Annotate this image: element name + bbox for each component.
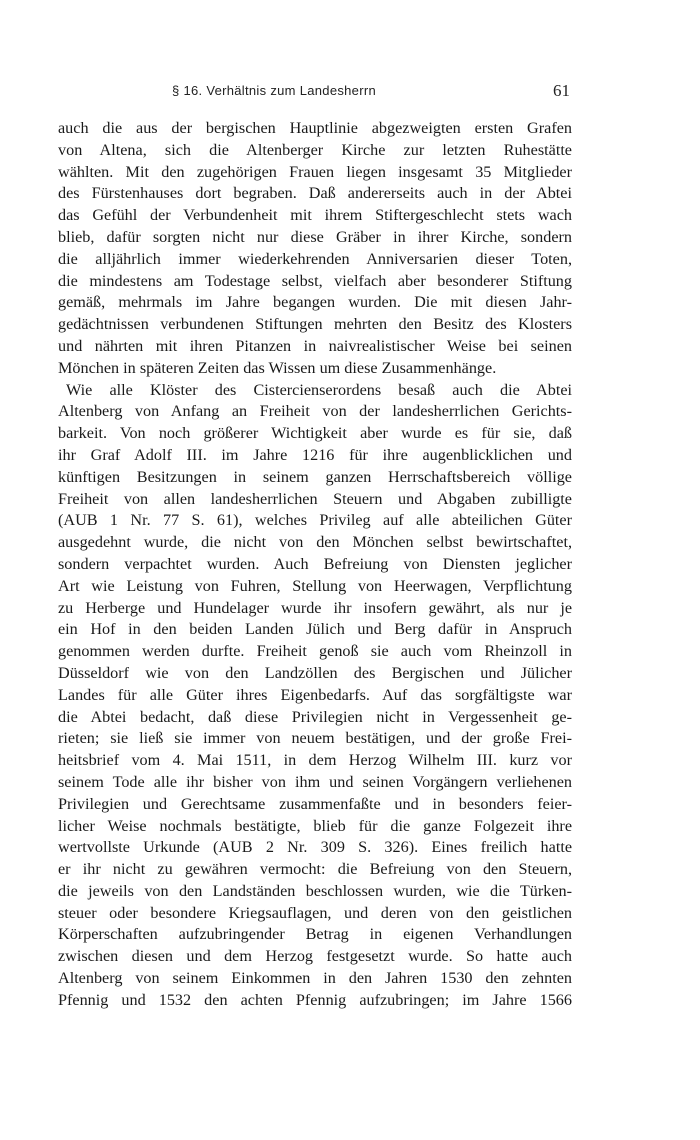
text-line: Landes für alle Güter ihres Eigenbedarfs. Auf das sorgfältigste war [58, 685, 572, 704]
text-line: die jeweils von den Landständen beschlossen wurden, wie die Türken- [58, 881, 572, 900]
text-line: die mindestens am Todestage selbst, vielfach aber besonderer Stiftung [58, 271, 572, 290]
text-line: Art wie Leistung von Fuhren, Stellung von Heerwagen, Verpflichtung [58, 576, 572, 595]
text-line: gemäß, mehrmals im Jahre begangen wurden. Die mit diesen Jahr- [58, 293, 572, 312]
text-line: und nährten mit ihren Pitanzen in naivrealistischer Weise bei seinen [58, 336, 572, 355]
text-line: (AUB 1 Nr. 77 S. 61), welches Privileg auf alle abteilichen Güter [58, 511, 572, 530]
text-line: blieb, dafür sorgten nicht nur diese Gräber in ihrer Kirche, sondern [58, 227, 572, 246]
text-line: wertvollste Urkunde (AUB 2 Nr. 309 S. 326). Eines freilich hatte [58, 838, 572, 857]
text-line: Altenberg von Anfang an Freiheit von der landesherrlichen Gerichts- [58, 402, 572, 421]
text-line: zu Herberge und Hundelager wurde ihr insofern gewährt, als nur je [58, 598, 572, 617]
text-line: licher Weise nochmals bestätigte, blieb für die ganze Folgezeit ihre [58, 816, 572, 835]
text-line: zwischen diesen und dem Herzog festgesetzt wurde. So hatte auch [58, 947, 572, 966]
body-text [58, 118, 572, 1012]
text-line: auch die aus der bergischen Hauptlinie abgezweigten ersten Grafen [58, 119, 572, 137]
text-line: die Abtei bedacht, daß diese Privilegien nicht in Vergessenheit ge- [58, 707, 572, 726]
text-line: Körperschaften aufzubringender Betrag in eigenen Verhandlungen [58, 925, 572, 944]
section-title: § 16. Verhältnis zum Landesherrn [172, 83, 376, 98]
text-line: ausgedehnt wurde, die nicht von den Mönchen selbst bewirtschaftet, [58, 533, 572, 552]
text-line: sondern verpachtet wurden. Auch Befreiung von Diensten jeglicher [58, 554, 572, 573]
text-line: künftigen Besitzungen in seinem ganzen Herrschaftsbereich völlige [58, 467, 572, 486]
text-line: von Altena, sich die Altenberger Kirche zur letzten Ruhestätte [58, 140, 572, 159]
text-line: heitsbrief vom 4. Mai 1511, in dem Herzog Wilhelm III. kurz vor [58, 751, 572, 770]
text-line: des Fürstenhauses dort begraben. Daß andererseits auch in der Abtei [58, 184, 572, 203]
text-line: die alljährlich immer wiederkehrenden Anniversarien dieser Toten, [58, 249, 572, 268]
text-line: er ihr nicht zu gewähren vermocht: die Befreiung von den Steuern, [58, 860, 572, 879]
text-line: Altenberg von seinem Einkommen in den Jahren 1530 den zehnten [58, 969, 572, 988]
text-line: ein Hof in den beiden Landen Jülich und Berg dafür in Anspruch [58, 620, 572, 639]
text-line: ihr Graf Adolf III. im Jahre 1216 für ihre augenblicklichen und [58, 445, 572, 464]
text-line: Privilegien und Gerechtsame zusammenfaßte und in besonders feier- [58, 794, 572, 813]
text-line: barkeit. Von noch größerer Wichtigkeit aber wurde es für sie, daß [58, 424, 572, 443]
page-number: 61 [553, 81, 570, 100]
text-line: wählten. Mit den zugehörigen Frauen liegen insgesamt 35 Mitglieder [58, 162, 572, 181]
running-head [0, 83, 700, 107]
text-line: Düsseldorf wie von den Landzöllen des Bergischen und Jülicher [58, 663, 572, 682]
text-line: Mönchen in späteren Zeiten das Wissen um diese Zusammenhänge. [58, 358, 497, 377]
text-line: Freiheit von allen landesherrlichen Steuern und Abgaben zubilligte [58, 489, 572, 508]
text-line: genommen werden durfte. Freiheit genoß sie auch vom Rheinzoll in [58, 642, 572, 661]
text-line: gedächtnissen verbundenen Stiftungen mehrten den Besitz des Klosters [58, 315, 572, 334]
text-line: steuer oder besondere Kriegsauflagen, und deren von den geistlichen [58, 903, 572, 922]
text-line: Wie alle Klöster des Cistercienserordens besaß auch die Abtei [66, 380, 572, 399]
text-line: das Gefühl der Verbundenheit mit ihrem Stiftergeschlecht stets wach [58, 206, 572, 225]
text-line: seinem Tode alle ihr bisher von ihm und seinen Vorgängern verliehenen [58, 772, 572, 791]
text-line: Pfennig und 1532 den achten Pfennig aufzubringen; im Jahre 1566 [58, 990, 572, 1009]
text-line: rieten; sie ließ sie immer von neuem bestätigen, und der große Frei- [58, 729, 572, 748]
